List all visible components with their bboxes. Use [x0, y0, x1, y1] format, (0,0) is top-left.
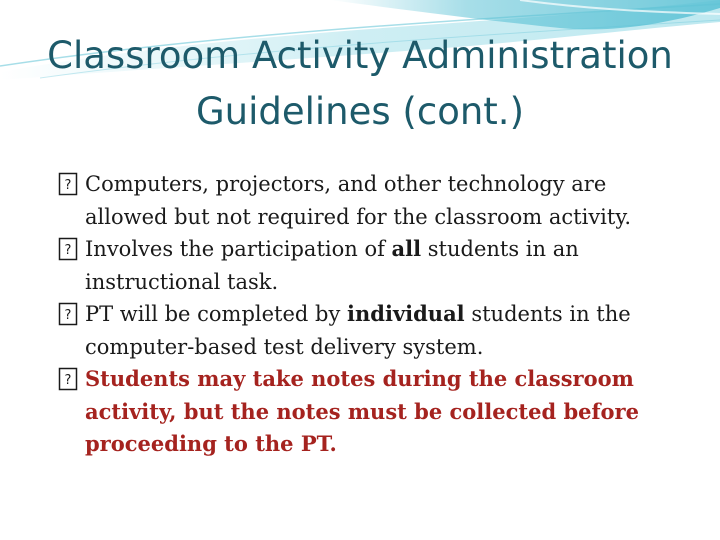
- svg-text:?: ?: [64, 373, 72, 388]
- bullet-text: students in the computer-based test delivery system.: [85, 302, 631, 359]
- bullet-item: [50, 168, 690, 233]
- bullet-text: PT will be completed by: [85, 302, 348, 326]
- unknown-glyph-icon: [58, 302, 80, 326]
- bullet-item: [50, 363, 690, 461]
- svg-text:?: ?: [64, 178, 72, 193]
- bullet-text: Computers, projectors, and other technology are allowed but not required for the classroom activity.: [85, 172, 632, 229]
- unknown-glyph-icon: [58, 367, 80, 391]
- bullet-item: [50, 233, 690, 298]
- bullet-item: [50, 298, 690, 363]
- unknown-glyph-icon: [58, 172, 80, 196]
- unknown-glyph-icon: [58, 237, 80, 261]
- svg-text:?: ?: [64, 243, 72, 258]
- bullet-text: Involves the participation of: [85, 237, 392, 261]
- bullet-text: students in an instructional task.: [85, 237, 579, 294]
- svg-text:?: ?: [64, 308, 72, 323]
- bullet-emphasis: individual: [347, 301, 465, 326]
- bullet-list: [50, 168, 690, 461]
- title-line-2: Guidelines (cont.): [195, 90, 525, 133]
- bullet-emphasis: all: [391, 236, 422, 261]
- slide-title: [0, 28, 720, 140]
- bullet-highlight-text: Students may take notes during the classroom activity, but the notes must be collected before proceeding to the PT.: [85, 366, 639, 456]
- title-line-1: Classroom Activity Administration: [47, 34, 673, 77]
